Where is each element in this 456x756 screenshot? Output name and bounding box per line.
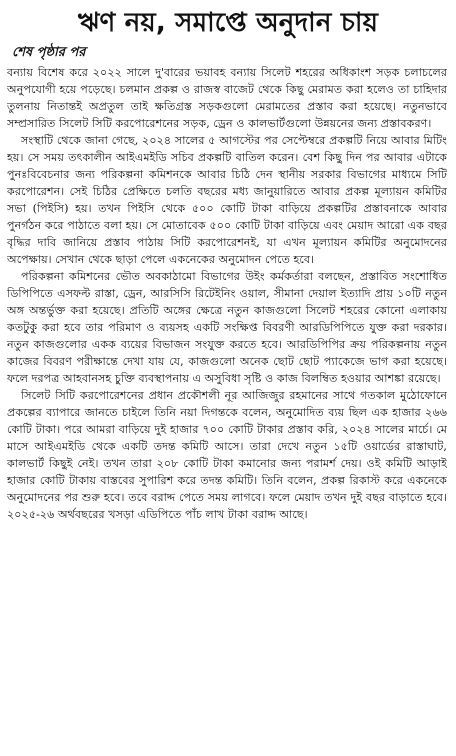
article-paragraph: সংস্থাটি থেকে জানা গেছে, ২০২৪ সালের ৫ আগস্টের পর সেপ্টেম্বরে প্রকল্পটি নিয়ে আবার মিটিং হয়। সে সময় তৎকালীন আইএমইডি সচিব প্রকল্পটি বাতিল করেন। বেশ কিছু দিন পর আবার এটাকে পুনঃবিবেচনার জন্য পরিকল্পনা কমিশনকে আবার চিঠি দেন স্থানীয় সরকার বিভাগের মাধ্যমে সিটি করপোরেশন। সেই চিঠির প্রেক্ষিতে চলতি বছরের মধ্য জানুয়ারিতে আবার প্রকল্প মূল্যায়ন কমিটির সভা (পিইসি) হয়। তখন পিইসি থেকে ৫০০ কোটি টাকা বাড়িয়ে প্রকল্পটির প্রস্তাবনাকে আবার পুনর্গঠন করে পাঠাতে বলা হয়। সে মোতাবেক ৫০০ কোটি টাকা বাড়িয়ে এবং মেয়াদ আরো এক বছর বৃদ্ধির দাবি জানিয়ে প্রস্তাব পাঠায় সিটি করপোরেশনই, যা এখন মূল্যায়ন কমিটির অনুমোদনের অপেক্ষায়। সেখান থেকে ছাড়া পেলে একনেকের অনুমোদন পেতে হবে। [7, 134, 447, 266]
article-paragraph: সিলেট সিটি করপোরেশনের প্রধান প্রকৌশলী নূর আজিজুর রহমানের সাথে গতকাল মুঠোফোনে প্রকল্পের ব্যাপারে জানতে চাইলে তিনি নয়া দিগন্তকে বলেন, অনুমোদিত ব্যয় ছিল এক হাজার ২৬৬ কোটি টাকা। পরে আমরা বাড়িয়ে দুই হাজার ৭০০ কোটি টাকার প্রস্তাব করি, ২০২৪ সালের মার্চে। মে মাসে আইএমইডি থেকে একটি তদন্ত কমিটি আসে। তারা দেখে নতুন ১৫টি ওয়ার্ডের রাস্তাঘাট, কালভার্ট কিছুই নেই। তখন তারা ২০৮ কোটি টাকা কমানোর জন্য পরামর্শ দেয়। ওই কমিটি আড়াই হাজার কোটি টাকায় বাস্তবের সুপারিশ করে তদন্ত কমিটি। তিনি বলেন, প্রকল্প রিকাস্ট করে একনেকে অনুমোদনের পর শুরু হবে। তবে বরাদ্দ পেতে সময় লাগবে। ফলে মেয়াদ তখন দুই বছর বাড়াতে হবে। ২০২৫-২৬ অর্থবছরের খসড়া এডিপিতে পাঁচ লাখ টাকা বরাদ্দ আছে। [7, 389, 447, 521]
article-paragraph: বন্যায় বিশেষ করে ২০২২ সালে দু'বারের ভয়াবহ বন্যায় সিলেট শহরের অধিকাংশ সড়ক চলাচলের অনুপযোগী হয়ে পড়েছে। চলমান প্রকল্প ও রাজস্ব বাজেট থেকে কিছু মেরামত করা হলেও তা চাহিদার তুলনায় নিতান্তই অপ্রতুল তাই ক্ষতিগ্রস্ত সড়কগুলো মেরামতের প্রস্তাব করা হয়েছে। নতুনভাবে সম্প্রসারিত সিলেট সিটি করপোরেশনের সড়ক, ড্রেন ও কালভার্টগুলো উন্নয়নের জন্য প্রস্তাবকরণ। [7, 66, 447, 130]
article-headline: ঋণ নয়, সমাপ্তে অনুদান চায় [77, 8, 379, 38]
article-body [7, 64, 447, 754]
article-paragraph: পরিকল্পনা কমিশনের ভৌত অবকাঠামো বিভাগের উইং কর্মকর্তারা বলছেন, প্রস্তাবিত সংশোধিত ডিপিপিতে এসফল্ট রাস্তা, ড্রেন, আরসিসি রিটেইনিং ওয়াল, সীমানা দেয়াল ইত্যাদি প্রায় ১০টি নতুন অঙ্গ অন্তর্ভুক্ত করা হয়েছে। প্রতিটি অঙ্গের ক্ষেত্রে নতুন কাজগুলো সিলেট শহরের কোনো এলাকায় কতটুকু করা হবে তার পরিমাণ ও ব্যয়সহ একটি সংক্ষিপ্ত বিবরণী আরডিপিপিতে যুক্ত করা দরকার। নতুন কাজগুলোর একক ব্যয়ের বিভাজন সংযুক্ত করতে হবে। আরডিপিপির ক্রয় পরিকল্পনায় নতুন কাজের বিবরণ পরীক্ষান্তে দেখা যায় যে, কাজগুলো অনেক ছোট ছোট প্যাকেজে ভাগ করা হয়েছে। ফলে দরপত্র আহবানসহ চুক্তি ব্যবস্থাপনায় এ অসুবিধা সৃষ্টি ও কাজ বিলম্বিত হওয়ার আশঙ্কা রয়েছে। [7, 270, 447, 385]
continued-from-label: শেষ পৃষ্ঠার পর [12, 45, 86, 60]
